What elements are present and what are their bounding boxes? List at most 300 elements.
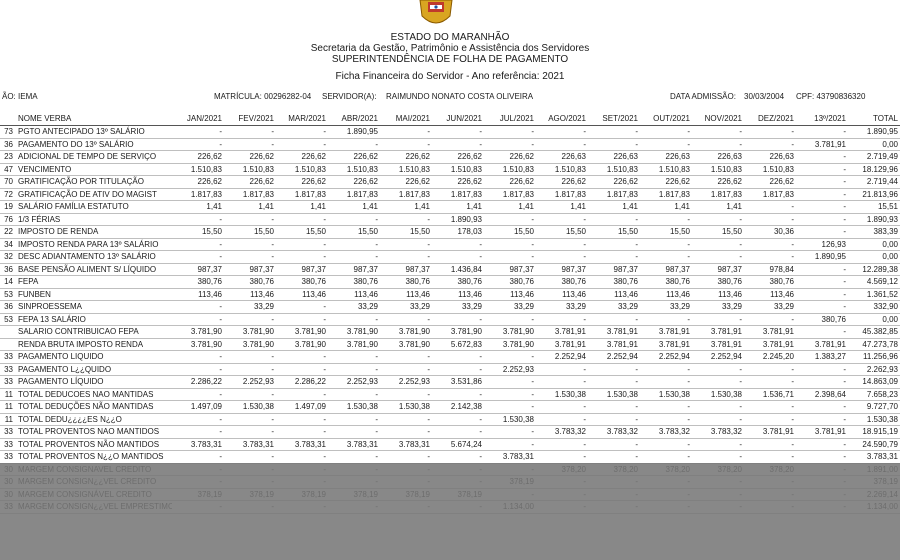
row-name: FEPA 13 SALÁRIO	[16, 313, 172, 326]
row-value: 987,37	[484, 263, 536, 276]
row-value: 15,50	[328, 226, 380, 239]
row-value: -	[796, 401, 848, 414]
row-value: 1.890,93	[432, 213, 484, 226]
row-value: 383,39	[848, 226, 900, 239]
row-value: 380,76	[172, 276, 224, 289]
row-value: 226,62	[380, 176, 432, 189]
row-value: -	[744, 451, 796, 464]
row-value: -	[640, 451, 692, 464]
row-value: -	[172, 363, 224, 376]
row-value: 15,50	[588, 226, 640, 239]
row-value: 7.658,23	[848, 388, 900, 401]
row-value: 2.398,64	[796, 388, 848, 401]
row-value: -	[588, 213, 640, 226]
row-value: -	[796, 451, 848, 464]
row-value: -	[172, 301, 224, 314]
row-value: 1.530,38	[380, 401, 432, 414]
row-value: -	[224, 451, 276, 464]
table-row	[0, 251, 900, 264]
row-value: 33,29	[432, 301, 484, 314]
row-name: TOTAL DEDUCOES NAO MANTIDAS	[16, 388, 172, 401]
row-value: -	[588, 313, 640, 326]
orgao-label: ÃO: IEMA	[2, 92, 38, 101]
row-code: 14	[0, 276, 16, 289]
column-header: NOME VERBA	[16, 111, 172, 126]
table-row	[0, 426, 900, 439]
row-value: 1,41	[536, 201, 588, 214]
row-value: 2.252,93	[328, 376, 380, 389]
row-value: 0,00	[848, 251, 900, 264]
row-value: 226,62	[692, 176, 744, 189]
row-value: 113,46	[172, 288, 224, 301]
row-value: 24.590,79	[848, 438, 900, 451]
row-value: 226,62	[588, 176, 640, 189]
row-value: -	[432, 138, 484, 151]
row-value: 226,62	[276, 176, 328, 189]
row-value: 3.781,91	[744, 426, 796, 439]
row-value: 15,50	[640, 226, 692, 239]
row-value: 226,62	[432, 151, 484, 164]
row-value: 1,41	[380, 201, 432, 214]
row-value: 9.727,70	[848, 401, 900, 414]
row-value: 3.781,90	[380, 338, 432, 351]
row-value: -	[640, 126, 692, 139]
row-value: -	[796, 276, 848, 289]
row-name: PAGAMENTO LIQUIDO	[16, 351, 172, 364]
row-value: -	[380, 426, 432, 439]
row-code: 72	[0, 188, 16, 201]
row-value: 226,62	[380, 151, 432, 164]
row-name: 1/3 FÉRIAS	[16, 213, 172, 226]
row-value: 3.781,90	[432, 326, 484, 339]
row-value: -	[276, 388, 328, 401]
row-value: 12.289,38	[848, 263, 900, 276]
row-value: 178,03	[432, 226, 484, 239]
row-value: -	[224, 313, 276, 326]
servidor-name: RAIMUNDO NONATO COSTA OLIVEIRA	[386, 92, 534, 101]
row-value: 3.783,31	[380, 438, 432, 451]
row-value: 2.252,93	[380, 376, 432, 389]
row-code: 33	[0, 426, 16, 439]
row-code	[0, 326, 16, 339]
row-value: 1.817,83	[224, 188, 276, 201]
column-header: FEV/2021	[224, 111, 276, 126]
row-value: -	[276, 351, 328, 364]
row-value: 15,50	[484, 226, 536, 239]
row-code: 73	[0, 126, 16, 139]
row-value: -	[640, 313, 692, 326]
table-row	[0, 276, 900, 289]
row-value: -	[536, 376, 588, 389]
row-value: -	[328, 351, 380, 364]
column-header: 13º/2021	[796, 111, 848, 126]
row-value: 226,62	[640, 176, 692, 189]
row-value: -	[640, 413, 692, 426]
row-value: 1.510,83	[744, 163, 796, 176]
row-code: 23	[0, 151, 16, 164]
row-value: 380,76	[328, 276, 380, 289]
row-value: -	[640, 138, 692, 151]
row-value: 380,76	[692, 276, 744, 289]
row-value: 3.531,86	[432, 376, 484, 389]
row-value: 33,29	[588, 301, 640, 314]
table-row	[0, 413, 900, 426]
row-value: -	[276, 138, 328, 151]
row-value: -	[328, 413, 380, 426]
row-value: -	[224, 126, 276, 139]
row-value: 3.783,32	[640, 426, 692, 439]
row-value: -	[796, 188, 848, 201]
row-value: -	[484, 351, 536, 364]
row-value: 126,93	[796, 238, 848, 251]
row-value: 2.142,38	[432, 401, 484, 414]
row-value: -	[692, 138, 744, 151]
table-row	[0, 151, 900, 164]
row-value: 3.781,91	[692, 326, 744, 339]
row-value: -	[328, 451, 380, 464]
row-value: -	[484, 426, 536, 439]
row-value: 226,62	[276, 151, 328, 164]
row-value: -	[432, 351, 484, 364]
row-value: -	[380, 138, 432, 151]
row-value: -	[276, 313, 328, 326]
row-value: -	[276, 426, 328, 439]
row-value: -	[588, 401, 640, 414]
row-value: 1.530,38	[536, 388, 588, 401]
row-name: PAGAMENTO LÍQUIDO	[16, 376, 172, 389]
row-value: 3.781,90	[484, 338, 536, 351]
row-value: 1.530,38	[484, 413, 536, 426]
row-value: 226,62	[744, 176, 796, 189]
table-row	[0, 338, 900, 351]
row-value: -	[796, 438, 848, 451]
state-name: ESTADO DO MARANHÃO	[390, 32, 510, 43]
row-value: -	[484, 251, 536, 264]
matricula-label: MATRÍCULA: 00296282-04	[214, 92, 312, 101]
column-header: JAN/2021	[172, 111, 224, 126]
row-value: 3.781,91	[744, 326, 796, 339]
row-value: -	[432, 426, 484, 439]
row-value: -	[172, 238, 224, 251]
row-value: 987,37	[328, 263, 380, 276]
row-value: 3.781,91	[588, 326, 640, 339]
row-value: 1.530,38	[328, 401, 380, 414]
row-value: 15,50	[692, 226, 744, 239]
document-title: Ficha Financeira do Servidor - Ano referência: 2021	[335, 71, 565, 82]
table-header-row	[0, 111, 900, 126]
row-value: 113,46	[224, 288, 276, 301]
row-value: -	[744, 376, 796, 389]
row-value: -	[328, 238, 380, 251]
row-code: 11	[0, 401, 16, 414]
row-value: 18.129,96	[848, 163, 900, 176]
row-value: -	[224, 426, 276, 439]
row-value: -	[796, 288, 848, 301]
row-value: -	[484, 376, 536, 389]
row-value: -	[224, 251, 276, 264]
row-value: -	[432, 313, 484, 326]
row-value: -	[172, 138, 224, 151]
row-value: -	[796, 363, 848, 376]
row-value: -	[380, 388, 432, 401]
row-value: -	[432, 451, 484, 464]
row-value: 226,63	[692, 151, 744, 164]
row-value: 226,62	[328, 176, 380, 189]
row-value: 11.256,96	[848, 351, 900, 364]
row-value: 2.286,22	[276, 376, 328, 389]
row-value: -	[536, 413, 588, 426]
row-value: 1.436,84	[432, 263, 484, 276]
row-value: 33,29	[744, 301, 796, 314]
row-value: 1.890,95	[796, 251, 848, 264]
row-name: BASE PENSÃO ALIMENT S/ LÍQUIDO	[16, 263, 172, 276]
row-value: 3.781,90	[328, 326, 380, 339]
row-value: -	[588, 138, 640, 151]
row-value: -	[692, 313, 744, 326]
row-value: 1.510,83	[588, 163, 640, 176]
row-value: 3.781,91	[640, 326, 692, 339]
row-value: -	[536, 251, 588, 264]
row-code: 33	[0, 351, 16, 364]
column-header: MAR/2021	[276, 111, 328, 126]
row-value: 380,76	[432, 276, 484, 289]
column-header: AGO/2021	[536, 111, 588, 126]
row-value: 3.781,90	[380, 326, 432, 339]
row-value: 3.781,91	[692, 338, 744, 351]
row-value: -	[796, 376, 848, 389]
row-code: 11	[0, 388, 16, 401]
row-value: -	[432, 413, 484, 426]
row-code: 70	[0, 176, 16, 189]
row-value: 1.510,83	[692, 163, 744, 176]
row-code: 33	[0, 438, 16, 451]
row-value: 113,46	[484, 288, 536, 301]
row-value: 1.497,09	[276, 401, 328, 414]
row-value: 47.273,78	[848, 338, 900, 351]
row-value: -	[432, 363, 484, 376]
row-value: -	[536, 363, 588, 376]
row-value: -	[328, 213, 380, 226]
table-row	[0, 188, 900, 201]
row-value: 226,62	[536, 176, 588, 189]
table-row	[0, 226, 900, 239]
row-value: -	[276, 451, 328, 464]
row-value: -	[692, 251, 744, 264]
row-value: -	[796, 263, 848, 276]
row-value: -	[484, 213, 536, 226]
row-value: 3.783,31	[484, 451, 536, 464]
row-value: 226,62	[432, 176, 484, 189]
row-value: 2.252,94	[692, 351, 744, 364]
row-value: 3.781,90	[484, 326, 536, 339]
row-value: 113,46	[328, 288, 380, 301]
row-value: -	[380, 126, 432, 139]
row-name: SINPROESSEMA	[16, 301, 172, 314]
row-code: 36	[0, 263, 16, 276]
row-value: -	[640, 213, 692, 226]
servidor-label: SERVIDOR(A):	[322, 92, 377, 101]
table-row	[0, 326, 900, 339]
row-value: 987,37	[692, 263, 744, 276]
row-value: 113,46	[588, 288, 640, 301]
row-value: -	[796, 226, 848, 239]
row-value: -	[536, 213, 588, 226]
row-value: 113,46	[536, 288, 588, 301]
row-value: 45.382,85	[848, 326, 900, 339]
table-row	[0, 163, 900, 176]
row-value: -	[380, 413, 432, 426]
row-value: -	[536, 401, 588, 414]
row-name: IMPOSTO RENDA PARA 13º SALÁRIO	[16, 238, 172, 251]
row-value: 3.781,90	[224, 338, 276, 351]
row-value: -	[224, 413, 276, 426]
row-value: 1.890,95	[328, 126, 380, 139]
secretaria-name: Secretaria da Gestão, Patrimônio e Assistência dos Servidores	[310, 43, 590, 54]
row-value: 1.536,71	[744, 388, 796, 401]
row-code: 22	[0, 226, 16, 239]
row-value: 1.817,83	[172, 188, 224, 201]
row-value: 15,50	[380, 226, 432, 239]
row-value: 113,46	[640, 288, 692, 301]
row-value: -	[692, 401, 744, 414]
row-value: 1.817,83	[640, 188, 692, 201]
row-value: 226,63	[744, 151, 796, 164]
table-row	[0, 376, 900, 389]
row-code	[0, 338, 16, 351]
row-value: 33,29	[536, 301, 588, 314]
row-value: 2.252,93	[224, 376, 276, 389]
row-value: -	[640, 401, 692, 414]
row-name: SALARIO CONTRIBUICAO FEPA	[16, 326, 172, 339]
header-code	[0, 111, 16, 126]
row-value: -	[796, 163, 848, 176]
row-value: 987,37	[276, 263, 328, 276]
row-value: 2.252,94	[536, 351, 588, 364]
row-value: 3.783,31	[848, 451, 900, 464]
row-value: 987,37	[588, 263, 640, 276]
row-value: 2.719,49	[848, 151, 900, 164]
row-value: 3.783,31	[172, 438, 224, 451]
row-name: TOTAL DEDUÇÕES NÃO MANTIDAS	[16, 401, 172, 414]
row-value: 3.781,90	[328, 338, 380, 351]
row-code: 53	[0, 313, 16, 326]
row-value: -	[380, 238, 432, 251]
row-value: -	[692, 413, 744, 426]
row-value: 15,50	[276, 226, 328, 239]
table-row	[0, 351, 900, 364]
row-value: -	[328, 313, 380, 326]
row-value: -	[380, 363, 432, 376]
row-value: -	[484, 138, 536, 151]
row-value: -	[172, 413, 224, 426]
row-value: -	[380, 251, 432, 264]
row-value: 2.252,93	[484, 363, 536, 376]
row-code: 11	[0, 413, 16, 426]
row-value: -	[172, 451, 224, 464]
row-value: 1.817,83	[692, 188, 744, 201]
row-value: 380,76	[744, 276, 796, 289]
row-value: -	[224, 138, 276, 151]
row-value: -	[744, 201, 796, 214]
row-value: 380,76	[380, 276, 432, 289]
row-name: TOTAL PROVENTOS NAO MANTIDOS	[16, 426, 172, 439]
table-row	[0, 301, 900, 314]
row-value: -	[796, 201, 848, 214]
row-value: 226,63	[536, 151, 588, 164]
row-name: VENCIMENTO	[16, 163, 172, 176]
row-value: -	[224, 388, 276, 401]
row-value: 3.781,91	[744, 338, 796, 351]
row-value: 1.383,27	[796, 351, 848, 364]
row-value: -	[588, 251, 640, 264]
row-value: -	[692, 376, 744, 389]
row-value: -	[744, 313, 796, 326]
row-value: 4.569,12	[848, 276, 900, 289]
row-name: FUNBEN	[16, 288, 172, 301]
row-value: 1,41	[484, 201, 536, 214]
table-row	[0, 288, 900, 301]
row-value: 3.781,91	[796, 138, 848, 151]
row-value: -	[692, 363, 744, 376]
row-value: 226,62	[172, 176, 224, 189]
row-value: -	[432, 238, 484, 251]
row-value: 987,37	[172, 263, 224, 276]
row-value: -	[640, 363, 692, 376]
row-value: 1.497,09	[172, 401, 224, 414]
row-value: 3.781,91	[796, 426, 848, 439]
row-value: 3.781,90	[172, 338, 224, 351]
row-value: -	[172, 313, 224, 326]
row-value: -	[172, 251, 224, 264]
row-value: 33,29	[224, 301, 276, 314]
row-value: -	[744, 438, 796, 451]
row-name: PGTO ANTECIPADO 13º SALÁRIO	[16, 126, 172, 139]
row-value: 1.817,83	[744, 188, 796, 201]
row-value: 1.890,95	[848, 126, 900, 139]
row-value: 3.781,91	[640, 338, 692, 351]
row-value: -	[276, 301, 328, 314]
column-header: OUT/2021	[640, 111, 692, 126]
row-value: 3.783,32	[536, 426, 588, 439]
table-row	[0, 313, 900, 326]
row-value: -	[796, 213, 848, 226]
row-value: -	[484, 438, 536, 451]
row-value: 380,76	[484, 276, 536, 289]
coat-of-arms-logo	[412, 0, 460, 28]
column-header: JUL/2021	[484, 111, 536, 126]
row-value: 1.510,83	[328, 163, 380, 176]
row-value: -	[328, 363, 380, 376]
row-value: -	[744, 138, 796, 151]
row-value: 0,00	[848, 138, 900, 151]
row-value: -	[224, 213, 276, 226]
row-value: -	[536, 238, 588, 251]
row-code: 76	[0, 213, 16, 226]
row-value: -	[484, 313, 536, 326]
row-value: 3.783,32	[588, 426, 640, 439]
row-value: -	[328, 426, 380, 439]
row-value: 3.781,91	[536, 338, 588, 351]
row-name: FEPA	[16, 276, 172, 289]
row-value: -	[692, 438, 744, 451]
admissao-date: 30/03/2004	[744, 92, 785, 101]
row-value: 1.510,83	[276, 163, 328, 176]
row-value: 380,76	[588, 276, 640, 289]
row-name: TOTAL PROVENTOS N¿¿O MANTIDOS	[16, 451, 172, 464]
row-value: -	[328, 388, 380, 401]
row-value: 987,37	[224, 263, 276, 276]
row-value: 987,37	[536, 263, 588, 276]
